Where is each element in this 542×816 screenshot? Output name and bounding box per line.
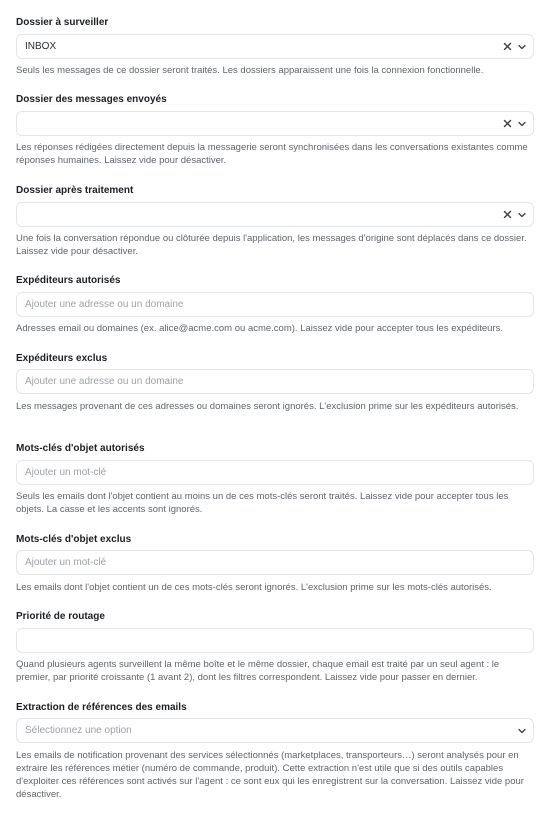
reference-extraction-select[interactable] <box>16 718 534 743</box>
sent-folder-field <box>16 93 534 166</box>
field-help: Une fois la conversation répondue ou clôturée depuis l'application, les messages d'origine sont déplacés dans ce dossier. Laissez vide pour désactiver. <box>16 233 527 257</box>
field-label: Extraction de références des emails <box>16 702 187 713</box>
allowed-subject-keywords-field <box>16 442 534 515</box>
watched-folder-select[interactable] <box>16 34 534 59</box>
field-label: Dossier des messages envoyés <box>16 94 167 105</box>
input-placeholder: Ajouter une adresse ou un domaine <box>25 299 184 310</box>
field-label: Mots-clés d'objet autorisés <box>16 443 145 454</box>
chevron-down-icon[interactable] <box>517 42 527 52</box>
excluded-senders-field <box>16 352 534 412</box>
chevron-down-icon[interactable] <box>517 210 527 220</box>
input-placeholder: Ajouter une adresse ou un domaine <box>25 376 184 387</box>
input-placeholder: Ajouter un mot-clé <box>25 467 107 478</box>
field-label: Mots-clés d'objet exclus <box>16 534 132 545</box>
reference-extraction-field <box>16 701 534 800</box>
field-help: Quand plusieurs agents surveillent la même boîte et le même dossier, chaque email est traité par un seul agent : le premier, par priorité croissante (1 avant 2), dont les filtres correspondent. Laissez vide pour passer en dernier. <box>16 659 500 683</box>
close-icon[interactable] <box>503 119 512 128</box>
routing-priority-input[interactable] <box>16 628 534 653</box>
select-placeholder: Sélectionnez une option <box>25 725 132 736</box>
sent-folder-select[interactable] <box>16 111 534 136</box>
watched-folder-field <box>16 16 534 76</box>
input-placeholder: Ajouter un mot-clé <box>25 557 107 568</box>
field-help: Les messages provenant de ces adresses ou domaines seront ignorés. L'exclusion prime sur les expéditeurs autorisés. <box>16 401 519 412</box>
field-label: Expéditeurs exclus <box>16 353 108 364</box>
field-help: Les emails de notification provenant des services sélectionnés (marketplaces, transporteurs…) seront analysés pour en extraire les références métier (numéro de commande, produit). Cette extraction n'est utile que si des outils capables d'exploiter ces références sont activés sur l'agent : ce sont eux qui les enregistrent sur la conversation. Laissez vide pour désactiver. <box>16 750 524 800</box>
field-help: Les réponses rédigées directement depuis la messagerie seront synchronisées dans les conversations existantes comme réponses humaines. Laissez vide pour désactiver. <box>16 142 528 166</box>
field-help: Adresses email ou domaines (ex. alice@acme.com ou acme.com). Laissez vide pour accepter tous les expéditeurs. <box>16 323 503 334</box>
field-label: Priorité de routage <box>16 611 105 622</box>
allowed-subject-keywords-input[interactable] <box>16 460 534 485</box>
chevron-down-icon[interactable] <box>517 726 527 736</box>
field-help: Seuls les emails dont l'objet contient au moins un de ces mots-clés seront traités. Laissez vide pour accepter tous les objets. La casse et les accents sont ignorés. <box>16 491 509 515</box>
allowed-senders-input[interactable] <box>16 292 534 317</box>
field-help: Les emails dont l'objet contient un de ces mots-clés seront ignorés. L'exclusion prime sur les mots-clés autorisés. <box>16 582 492 593</box>
select-value: INBOX <box>25 41 57 52</box>
routing-priority-field <box>16 610 534 683</box>
processed-folder-field <box>16 184 534 257</box>
field-help: Seuls les messages de ce dossier seront traités. Les dossiers apparaissent une fois la connexion fonctionnelle. <box>16 65 484 76</box>
allowed-senders-field <box>16 274 534 334</box>
close-icon[interactable] <box>503 210 512 219</box>
field-label: Dossier à surveiller <box>16 17 109 28</box>
chevron-down-icon[interactable] <box>517 119 527 129</box>
field-label: Dossier après traitement <box>16 185 134 196</box>
field-label: Expéditeurs autorisés <box>16 275 121 286</box>
processed-folder-select[interactable] <box>16 202 534 227</box>
excluded-subject-keywords-input[interactable] <box>16 550 534 575</box>
excluded-subject-keywords-field <box>16 533 534 593</box>
excluded-senders-input[interactable] <box>16 369 534 394</box>
close-icon[interactable] <box>503 42 512 51</box>
